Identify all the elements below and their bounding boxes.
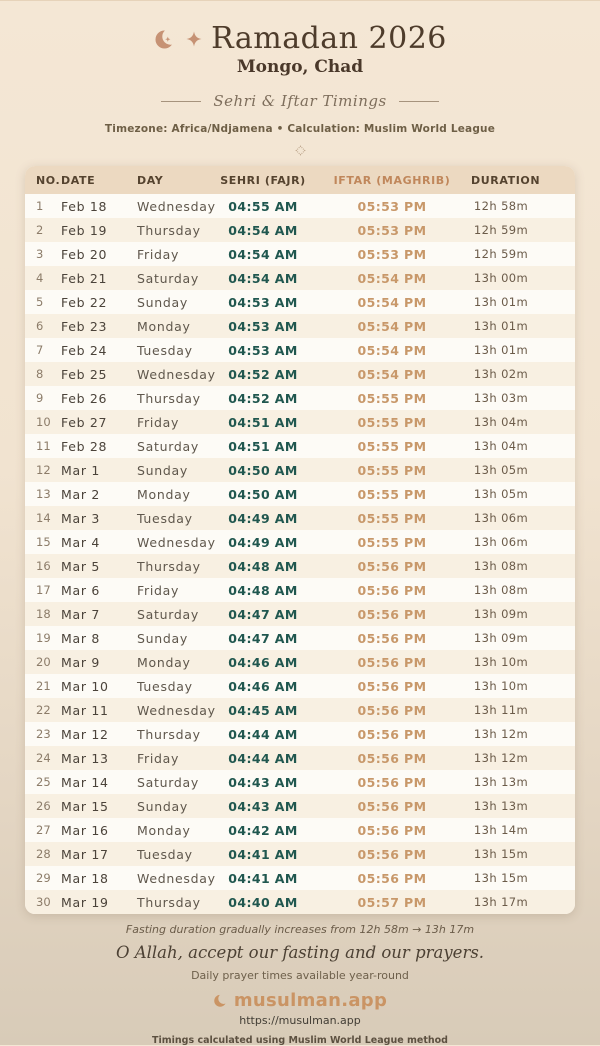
cell-date: Mar 14 — [61, 774, 109, 790]
cell-no: 13 — [36, 487, 51, 501]
cell-no: 22 — [36, 703, 51, 717]
cell-duration: 13h 11m — [473, 703, 529, 717]
cell-duration: 12h 59m — [473, 223, 529, 237]
cell-date: Feb 19 — [61, 222, 108, 238]
brand-name: musulman.app — [233, 990, 388, 1011]
cell-no: 15 — [36, 535, 51, 549]
cell-day: Thursday — [137, 726, 201, 742]
dua-quote: O Allah, accept our fasting and our prayers. — [115, 943, 485, 962]
cell-sehri-time: 04:52 AM — [228, 390, 298, 406]
brand-url: https://musulman.app — [239, 1014, 361, 1027]
cell-no: 16 — [36, 559, 51, 573]
cell-iftar-time: 05:55 PM — [357, 510, 427, 526]
divider-line-left — [161, 101, 201, 102]
cell-no: 19 — [36, 631, 51, 645]
cell-duration: 13h 04m — [473, 439, 529, 453]
cell-iftar-time: 05:53 PM — [357, 222, 427, 238]
cell-day: Wednesday — [137, 534, 216, 550]
cell-sehri-time: 04:49 AM — [228, 534, 298, 550]
cell-duration: 13h 06m — [473, 535, 529, 549]
cell-date: Mar 8 — [61, 630, 101, 646]
cell-no: 18 — [36, 607, 51, 621]
table-row — [25, 458, 575, 482]
cell-iftar-time: 05:53 PM — [357, 198, 427, 214]
table-row — [25, 578, 575, 602]
cell-day: Sunday — [137, 294, 188, 310]
cell-no: 23 — [36, 727, 51, 741]
cell-sehri-time: 04:50 AM — [228, 462, 298, 478]
cell-sehri-time: 04:47 AM — [228, 630, 298, 646]
table-row — [25, 194, 575, 218]
cell-duration: 13h 14m — [473, 823, 529, 837]
cell-iftar-time: 05:57 PM — [357, 894, 427, 910]
table-row — [25, 770, 575, 794]
availability-note: Daily prayer times available year-round — [191, 969, 409, 982]
cell-day: Monday — [137, 486, 191, 502]
cell-iftar-time: 05:54 PM — [357, 366, 427, 382]
col-header-iftar: IFTAR (MAGHRIB) — [313, 166, 471, 194]
table-header-row — [25, 166, 575, 194]
table-row — [25, 506, 575, 530]
cell-duration: 13h 00m — [473, 271, 529, 285]
table-row — [25, 674, 575, 698]
cell-duration: 12h 59m — [473, 247, 529, 261]
cell-duration: 13h 10m — [473, 655, 529, 669]
cell-iftar-time: 05:54 PM — [357, 294, 427, 310]
timezone-calculation-meta: Timezone: Africa/Ndjamena • Calculation: Muslim World League — [104, 123, 496, 135]
cell-date: Feb 20 — [61, 246, 108, 262]
cell-day: Tuesday — [137, 846, 193, 862]
cell-duration: 13h 15m — [473, 871, 529, 885]
cell-date: Mar 5 — [61, 558, 101, 574]
cell-day: Sunday — [137, 798, 188, 814]
cell-date: Feb 24 — [61, 342, 108, 358]
cell-iftar-time: 05:54 PM — [357, 342, 427, 358]
cell-day: Saturday — [137, 606, 199, 622]
cell-iftar-time: 05:55 PM — [357, 486, 427, 502]
table-row — [25, 290, 575, 314]
cell-day: Friday — [137, 582, 180, 598]
cell-no: 4 — [36, 271, 44, 285]
cell-duration: 13h 01m — [473, 319, 529, 333]
table-row — [25, 626, 575, 650]
cell-duration: 13h 04m — [473, 415, 529, 429]
cell-day: Saturday — [137, 270, 199, 286]
crescent-moon-icon — [153, 27, 177, 51]
cell-sehri-time: 04:47 AM — [228, 606, 298, 622]
cell-date: Feb 25 — [61, 366, 108, 382]
diamond-ornament-icon — [295, 146, 305, 156]
footer — [0, 923, 600, 1046]
table-row — [25, 866, 575, 890]
fasting-duration-note: Fasting duration gradually increases from 12h 58m → 13h 17m — [125, 923, 475, 936]
ramadan-timetable-page — [0, 1, 600, 1046]
col-header-sehri: SEHRI (FAJR) — [213, 166, 313, 194]
cell-sehri-time: 04:41 AM — [228, 846, 298, 862]
calculation-method-note: Timings calculated using Muslim World League method — [152, 1035, 448, 1046]
cell-sehri-time: 04:51 AM — [228, 438, 298, 454]
table-row — [25, 698, 575, 722]
cell-sehri-time: 04:40 AM — [228, 894, 298, 910]
cell-duration: 13h 15m — [473, 847, 529, 861]
cell-iftar-time: 05:55 PM — [357, 414, 427, 430]
cell-sehri-time: 04:54 AM — [228, 270, 298, 286]
cell-day: Wednesday — [137, 366, 216, 382]
col-header-day: DAY — [137, 166, 213, 194]
cell-day: Saturday — [137, 774, 199, 790]
cell-day: Saturday — [137, 438, 199, 454]
cell-iftar-time: 05:54 PM — [357, 318, 427, 334]
cell-sehri-time: 04:45 AM — [228, 702, 298, 718]
table-row — [25, 746, 575, 770]
brand-crescent-icon — [213, 993, 228, 1008]
cell-iftar-time: 05:56 PM — [357, 846, 427, 862]
cell-iftar-time: 05:56 PM — [357, 870, 427, 886]
cell-sehri-time: 04:54 AM — [228, 222, 298, 238]
cell-no: 17 — [36, 583, 51, 597]
cell-date: Feb 22 — [61, 294, 108, 310]
page-title: Ramadan 2026 — [211, 21, 447, 56]
cell-no: 1 — [36, 199, 44, 213]
col-header-no: NO. — [25, 166, 61, 194]
subtitle-text: Sehri & Iftar Timings — [213, 92, 387, 110]
table-row — [25, 242, 575, 266]
table-row — [25, 314, 575, 338]
cell-no: 24 — [36, 751, 51, 765]
cell-day: Tuesday — [137, 510, 193, 526]
cell-duration: 13h 01m — [473, 343, 529, 357]
cell-sehri-time: 04:52 AM — [228, 366, 298, 382]
cell-date: Feb 23 — [61, 318, 108, 334]
cell-day: Friday — [137, 246, 180, 262]
cell-duration: 13h 09m — [473, 631, 529, 645]
cell-no: 9 — [36, 391, 44, 405]
cell-day: Thursday — [137, 222, 201, 238]
cell-day: Sunday — [137, 630, 188, 646]
cell-date: Mar 2 — [61, 486, 101, 502]
cell-day: Friday — [137, 750, 180, 766]
cell-date: Mar 19 — [61, 894, 109, 910]
cell-duration: 13h 08m — [473, 583, 529, 597]
cell-duration: 13h 02m — [473, 367, 529, 381]
table-row — [25, 890, 575, 914]
cell-duration: 13h 12m — [473, 727, 529, 741]
cell-no: 30 — [36, 895, 51, 909]
cell-date: Mar 1 — [61, 462, 101, 478]
cell-no: 3 — [36, 247, 44, 261]
table-row — [25, 554, 575, 578]
cell-duration: 13h 12m — [473, 751, 529, 765]
cell-no: 5 — [36, 295, 44, 309]
cell-day: Wednesday — [137, 702, 216, 718]
cell-iftar-time: 05:56 PM — [357, 654, 427, 670]
cell-day: Wednesday — [137, 870, 216, 886]
cell-day: Friday — [137, 414, 180, 430]
col-header-date: DATE — [61, 166, 137, 194]
cell-sehri-time: 04:46 AM — [228, 654, 298, 670]
cell-sehri-time: 04:53 AM — [228, 294, 298, 310]
table-row — [25, 794, 575, 818]
cell-duration: 13h 05m — [473, 463, 529, 477]
cell-duration: 13h 03m — [473, 391, 529, 405]
cell-day: Thursday — [137, 894, 201, 910]
divider-line-right — [399, 101, 439, 102]
cell-duration: 13h 05m — [473, 487, 529, 501]
cell-sehri-time: 04:49 AM — [228, 510, 298, 526]
cell-iftar-time: 05:56 PM — [357, 726, 427, 742]
timings-table-card — [25, 166, 575, 914]
cell-date: Mar 7 — [61, 606, 101, 622]
cell-no: 26 — [36, 799, 51, 813]
cell-sehri-time: 04:55 AM — [228, 198, 298, 214]
cell-iftar-time: 05:54 PM — [357, 270, 427, 286]
cell-date: Feb 21 — [61, 270, 108, 286]
col-header-duration: DURATION — [471, 166, 575, 194]
cell-duration: 13h 17m — [473, 895, 529, 909]
cell-sehri-time: 04:48 AM — [228, 582, 298, 598]
cell-iftar-time: 05:53 PM — [357, 246, 427, 262]
cell-no: 25 — [36, 775, 51, 789]
cell-no: 2 — [36, 223, 44, 237]
cell-iftar-time: 05:56 PM — [357, 582, 427, 598]
cell-day: Tuesday — [137, 342, 193, 358]
location-subtitle: Mongo, Chad — [236, 57, 364, 77]
cell-date: Feb 26 — [61, 390, 108, 406]
cell-iftar-time: 05:56 PM — [357, 630, 427, 646]
cell-day: Thursday — [137, 390, 201, 406]
cell-no: 20 — [36, 655, 51, 669]
cell-iftar-time: 05:56 PM — [357, 750, 427, 766]
cell-date: Mar 18 — [61, 870, 109, 886]
header — [0, 21, 600, 154]
table-row — [25, 650, 575, 674]
cell-duration: 13h 09m — [473, 607, 529, 621]
cell-no: 8 — [36, 367, 44, 381]
table-row — [25, 218, 575, 242]
cell-sehri-time: 04:50 AM — [228, 486, 298, 502]
cell-no: 11 — [36, 439, 51, 453]
cell-date: Mar 10 — [61, 678, 109, 694]
cell-duration: 13h 10m — [473, 679, 529, 693]
table-row — [25, 386, 575, 410]
table-row — [25, 530, 575, 554]
cell-sehri-time: 04:44 AM — [228, 750, 298, 766]
table-row — [25, 482, 575, 506]
cell-duration: 13h 08m — [473, 559, 529, 573]
cell-sehri-time: 04:54 AM — [228, 246, 298, 262]
cell-no: 29 — [36, 871, 51, 885]
cell-date: Mar 6 — [61, 582, 101, 598]
cell-sehri-time: 04:43 AM — [228, 798, 298, 814]
cell-iftar-time: 05:55 PM — [357, 534, 427, 550]
cell-sehri-time: 04:51 AM — [228, 414, 298, 430]
cell-sehri-time: 04:44 AM — [228, 726, 298, 742]
cell-duration: 13h 06m — [473, 511, 529, 525]
cell-duration: 13h 13m — [473, 775, 529, 789]
sparkle-star-icon — [185, 30, 203, 48]
cell-sehri-time: 04:53 AM — [228, 342, 298, 358]
cell-no: 28 — [36, 847, 51, 861]
cell-duration: 12h 58m — [473, 199, 529, 213]
table-row — [25, 602, 575, 626]
cell-iftar-time: 05:56 PM — [357, 798, 427, 814]
table-row — [25, 338, 575, 362]
cell-iftar-time: 05:56 PM — [357, 678, 427, 694]
subtitle-divider — [0, 92, 600, 110]
cell-date: Mar 17 — [61, 846, 109, 862]
cell-sehri-time: 04:42 AM — [228, 822, 298, 838]
cell-day: Monday — [137, 822, 191, 838]
cell-day: Monday — [137, 654, 191, 670]
cell-day: Monday — [137, 318, 191, 334]
cell-date: Mar 4 — [61, 534, 101, 550]
cell-date: Mar 16 — [61, 822, 109, 838]
brand-row — [0, 990, 600, 1011]
cell-iftar-time: 05:56 PM — [357, 558, 427, 574]
cell-no: 12 — [36, 463, 51, 477]
cell-date: Feb 18 — [61, 198, 108, 214]
cell-day: Tuesday — [137, 678, 193, 694]
cell-day: Sunday — [137, 462, 188, 478]
cell-iftar-time: 05:56 PM — [357, 774, 427, 790]
cell-sehri-time: 04:46 AM — [228, 678, 298, 694]
cell-sehri-time: 04:43 AM — [228, 774, 298, 790]
cell-date: Mar 12 — [61, 726, 109, 742]
cell-iftar-time: 05:56 PM — [357, 606, 427, 622]
cell-iftar-time: 05:55 PM — [357, 462, 427, 478]
table-row — [25, 818, 575, 842]
cell-iftar-time: 05:56 PM — [357, 702, 427, 718]
cell-no: 21 — [36, 679, 51, 693]
cell-no: 7 — [36, 343, 44, 357]
timings-table-body — [25, 194, 575, 914]
cell-no: 10 — [36, 415, 51, 429]
table-row — [25, 410, 575, 434]
cell-iftar-time: 05:55 PM — [357, 438, 427, 454]
cell-day: Wednesday — [137, 198, 216, 214]
cell-sehri-time: 04:41 AM — [228, 870, 298, 886]
cell-day: Thursday — [137, 558, 201, 574]
timings-table — [25, 166, 575, 914]
cell-date: Feb 28 — [61, 438, 108, 454]
cell-duration: 13h 01m — [473, 295, 529, 309]
cell-duration: 13h 13m — [473, 799, 529, 813]
cell-no: 6 — [36, 319, 44, 333]
cell-no: 27 — [36, 823, 51, 837]
cell-date: Mar 13 — [61, 750, 109, 766]
cell-date: Mar 9 — [61, 654, 101, 670]
cell-date: Mar 11 — [61, 702, 109, 718]
cell-iftar-time: 05:55 PM — [357, 390, 427, 406]
cell-date: Feb 27 — [61, 414, 108, 430]
cell-date: Mar 3 — [61, 510, 101, 526]
table-row — [25, 722, 575, 746]
cell-no: 14 — [36, 511, 51, 525]
cell-sehri-time: 04:48 AM — [228, 558, 298, 574]
cell-date: Mar 15 — [61, 798, 109, 814]
cell-sehri-time: 04:53 AM — [228, 318, 298, 334]
table-row — [25, 362, 575, 386]
table-row — [25, 266, 575, 290]
table-row — [25, 842, 575, 866]
cell-iftar-time: 05:56 PM — [357, 822, 427, 838]
table-row — [25, 434, 575, 458]
